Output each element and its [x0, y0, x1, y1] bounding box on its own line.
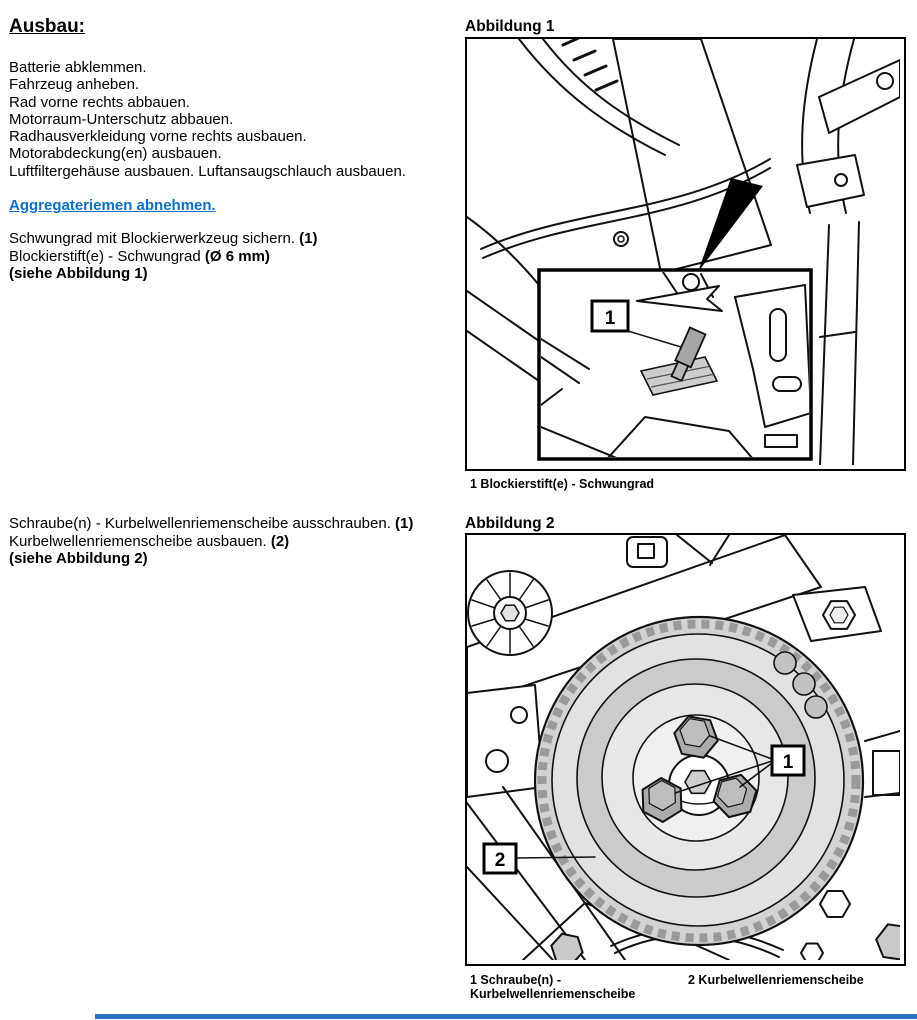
page-title: Ausbau:	[9, 16, 85, 37]
instruction-ref: (2)	[270, 532, 290, 550]
inset-detail	[539, 270, 811, 459]
procedure-step: Batterie abklemmen.	[9, 59, 147, 76]
aggregateriemen-link[interactable]: Aggregateriemen abnehmen.	[9, 197, 216, 214]
figure1-title: Abbildung 1	[465, 18, 555, 35]
figure-reference: (siehe Abbildung 1)	[9, 265, 148, 283]
figure1-caption: 1 Blockierstift(e) - Schwungrad	[470, 477, 655, 491]
crankshaft-pulley	[535, 617, 863, 945]
procedure-step: Rad vorne rechts abbauen.	[9, 93, 190, 111]
footer-divider-bar	[95, 1014, 917, 1019]
pulley-hole	[805, 696, 827, 718]
tensioner-pulley	[468, 571, 552, 655]
instruction-line	[9, 230, 461, 248]
procedure-step: Radhausverkleidung vorne rechts ausbauen.	[9, 128, 307, 146]
pulley-hole	[774, 652, 796, 674]
instruction-ref: (1)	[299, 230, 318, 247]
figure2-caption-1: 1 Schraube(n) - Kurbelwellenriemenscheibe	[470, 973, 636, 1001]
figure2-title: Abbildung 2	[465, 515, 555, 532]
procedure-step: Fahrzeug anheben.	[9, 76, 140, 94]
pulley-hole	[793, 673, 815, 695]
instruction-text: Blockierstift(e) - Schwungrad	[9, 247, 205, 265]
figure-reference: (siehe Abbildung 2)	[9, 550, 148, 568]
procedure-step: Luftfiltergehäuse ausbauen. Luftansaugschlauch ausbauen.	[9, 162, 406, 180]
instruction-text: Schwungrad mit Blockierwerkzeug sichern.	[9, 230, 300, 247]
figure1-illustration	[467, 39, 900, 465]
figure2-callout-1: 1	[782, 752, 794, 773]
instruction-ref: (1)	[395, 515, 414, 532]
instruction-line	[9, 533, 461, 551]
instruction-line	[9, 550, 461, 568]
figure2-illustration	[467, 535, 900, 960]
instruction-ref: (Ø 6 mm)	[204, 247, 270, 265]
procedure-step: Motorabdeckung(en) ausbauen.	[9, 145, 222, 163]
figure2-image	[465, 533, 906, 966]
instruction-line	[9, 515, 461, 533]
instruction-text: Schraube(n) - Kurbelwellenriemenscheibe ausschrauben.	[9, 515, 396, 532]
pulley-removal-instructions	[9, 515, 461, 568]
figure1-image	[465, 37, 906, 471]
instruction-line	[9, 265, 461, 283]
instruction-text: Kurbelwellenriemenscheibe ausbauen.	[9, 532, 271, 550]
figure2-callout-2: 2	[494, 850, 506, 871]
procedure-step: Motorraum-Unterschutz abbauen.	[9, 110, 234, 128]
figure2-caption-2: 2 Kurbelwellenriemenscheibe	[688, 973, 864, 987]
flywheel-lock-instructions	[9, 230, 461, 283]
procedure-steps	[9, 59, 461, 180]
instruction-line	[9, 248, 461, 266]
figure1-callout-1: 1	[604, 308, 616, 329]
